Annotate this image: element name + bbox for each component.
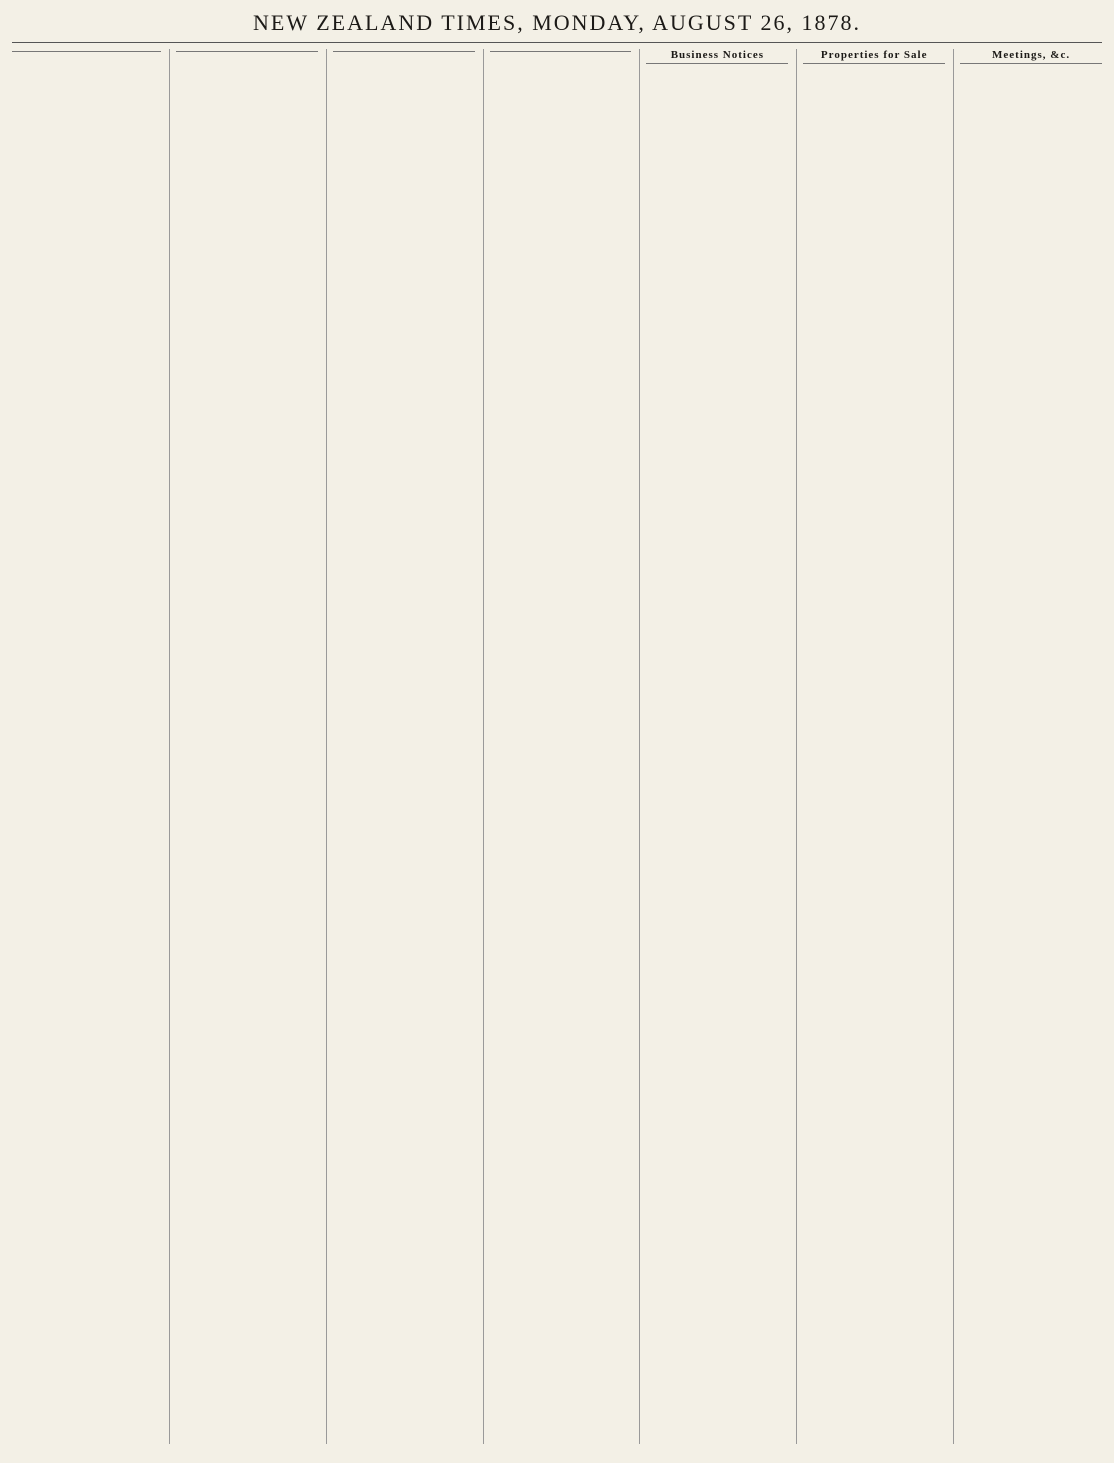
column-heading [490, 49, 632, 52]
column-5 [639, 49, 788, 1444]
column-heading [176, 49, 318, 52]
column-7 [953, 49, 1102, 1444]
column-2 [169, 49, 318, 1444]
column-heading [333, 49, 475, 52]
column-heading: Properties for Sale [803, 49, 945, 64]
column-4 [483, 49, 632, 1444]
column-3 [326, 49, 475, 1444]
column-grid [12, 49, 1102, 1444]
column-heading: Meetings, &c. [960, 49, 1102, 64]
column-6 [796, 49, 945, 1444]
column-1 [12, 49, 161, 1444]
masthead: NEW ZEALAND TIMES, MONDAY, AUGUST 26, 1878. [12, 10, 1102, 43]
column-heading [12, 49, 161, 52]
column-heading: Business Notices [646, 49, 788, 64]
